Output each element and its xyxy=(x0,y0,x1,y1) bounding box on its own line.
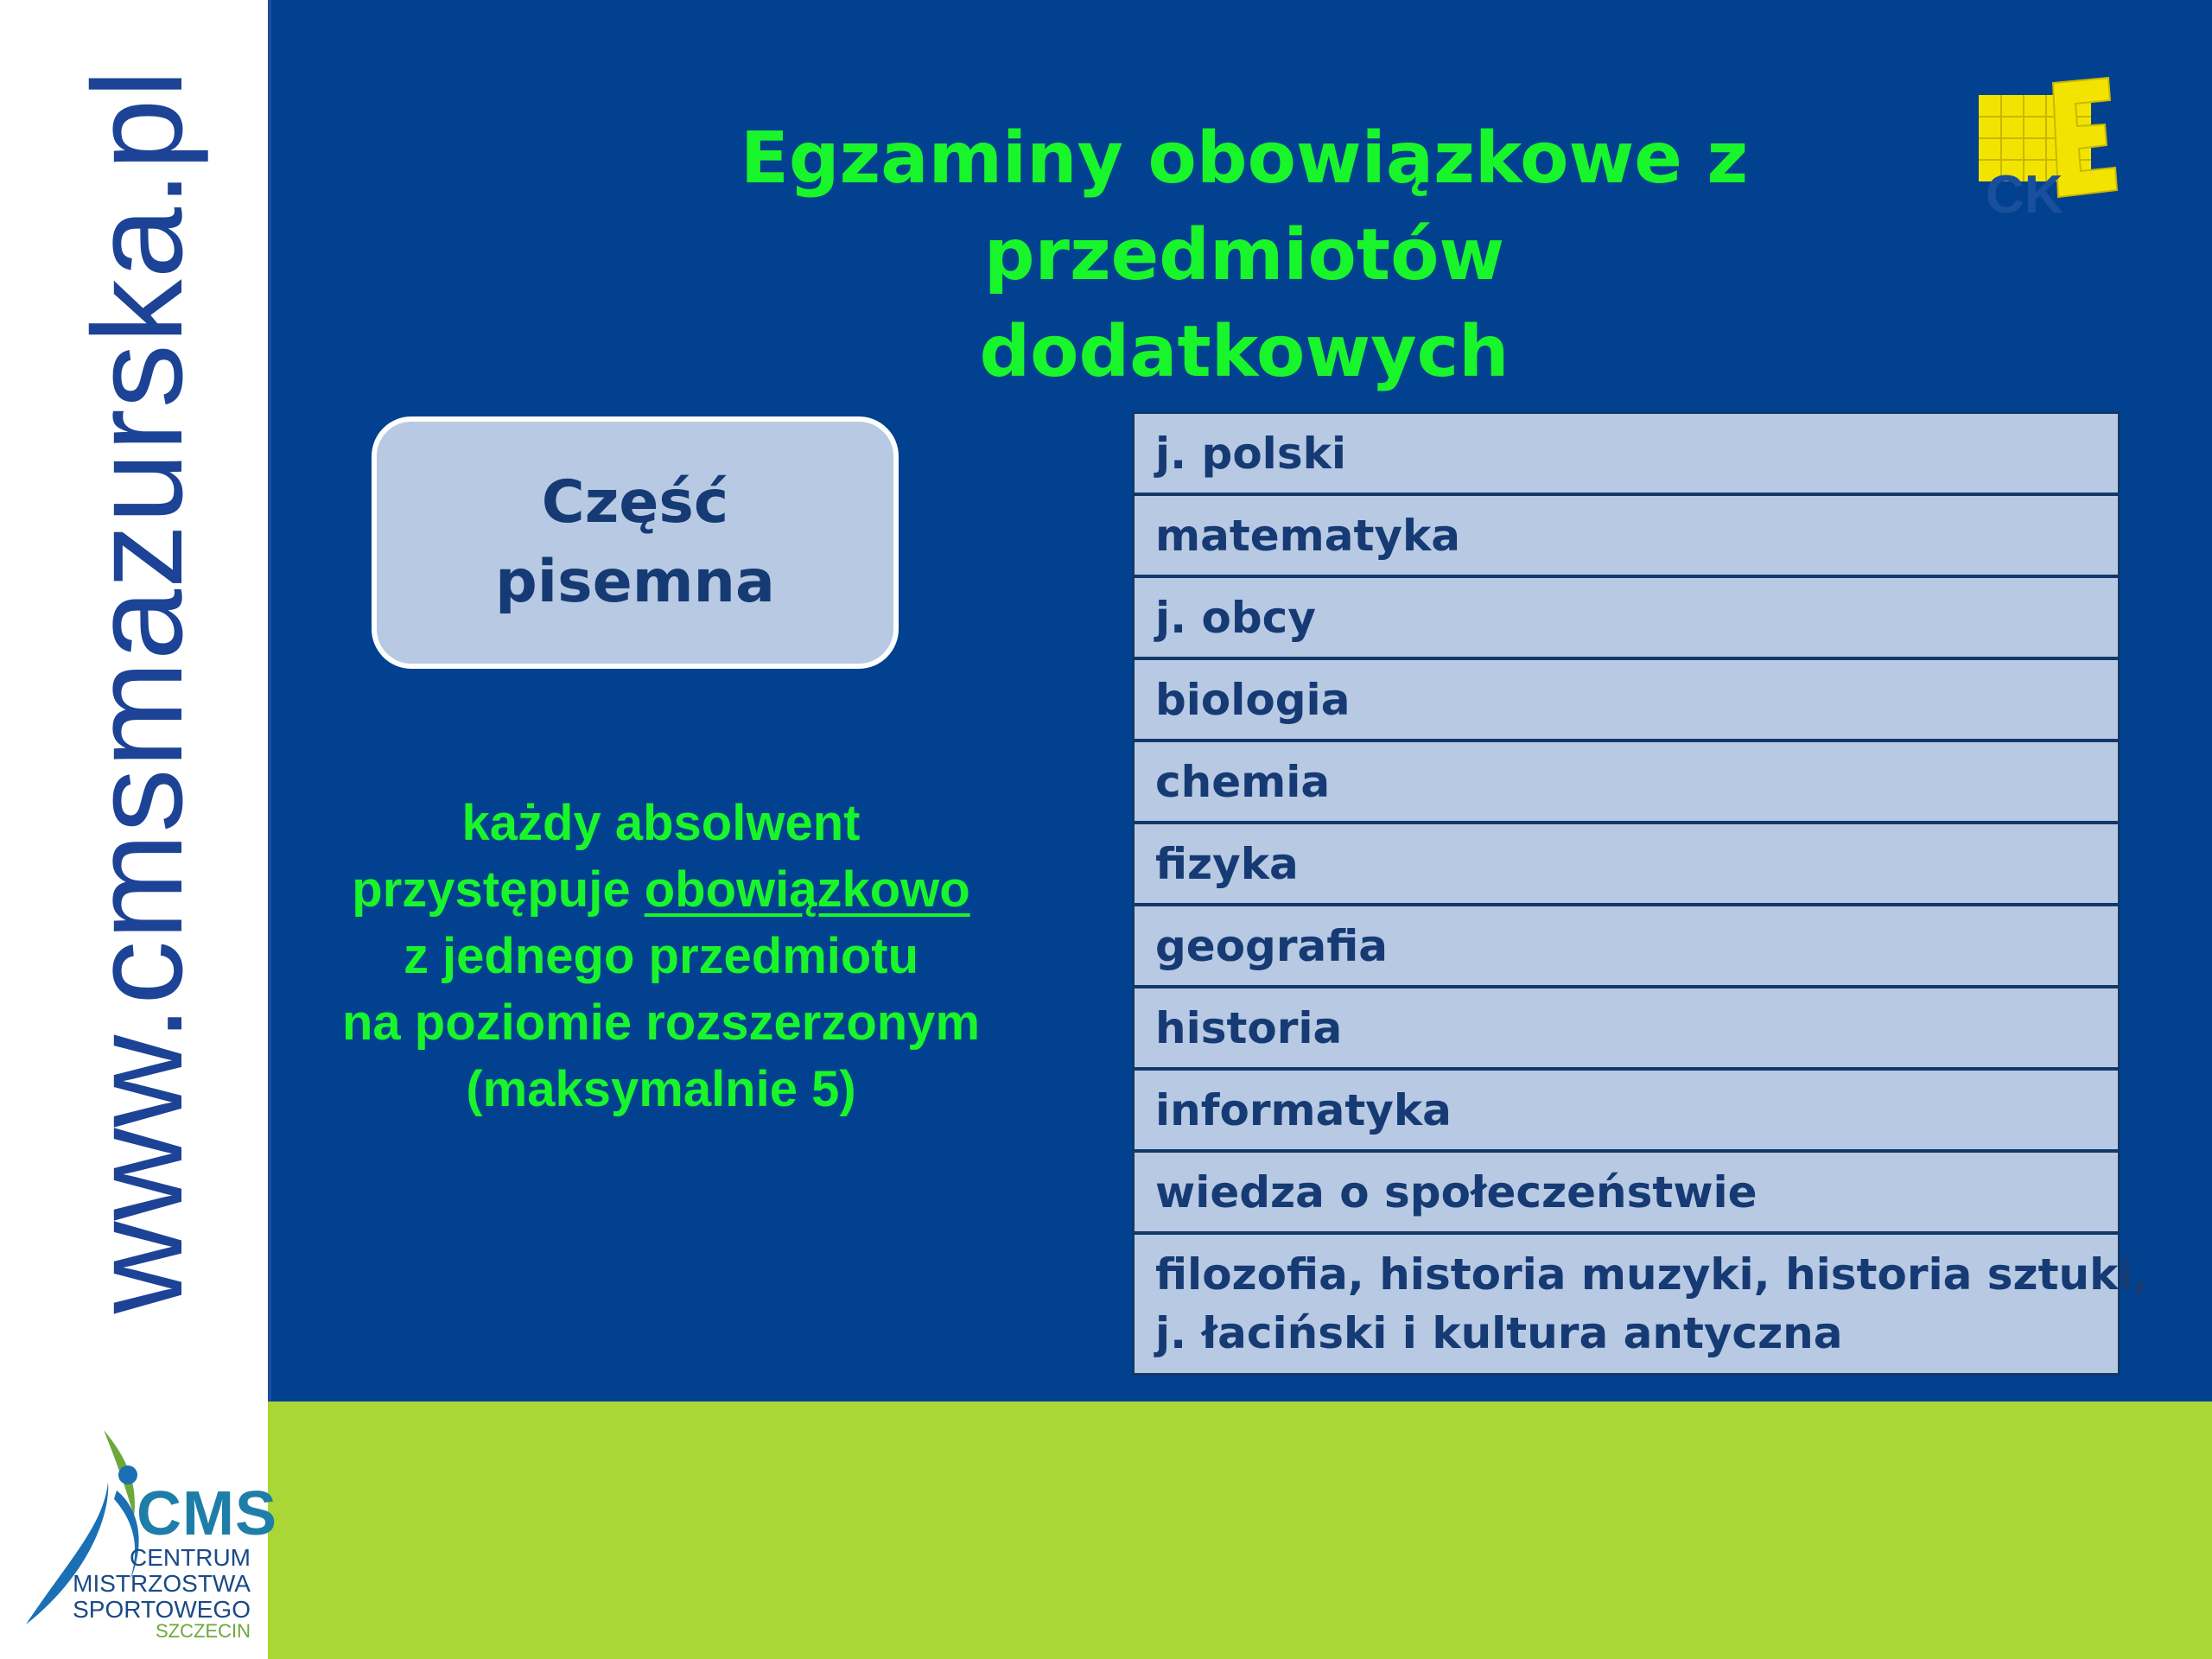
slide-title xyxy=(484,111,2005,401)
cms-logo-abbr: CMS xyxy=(137,1479,277,1548)
info-line-2 xyxy=(285,856,1037,923)
footer-band xyxy=(268,1402,2212,1659)
info-line-4: na poziomie rozszerzonym xyxy=(341,995,981,1051)
subject-item: biologia xyxy=(1135,660,2118,742)
subject-item: wiedza o społeczeństwie xyxy=(1135,1153,2118,1235)
website-url: www.cmsmazurska.pl xyxy=(67,68,209,1314)
sidebar xyxy=(0,0,268,1659)
title-line-2: dodatkowych xyxy=(979,311,1510,393)
subject-item: fizyka xyxy=(1135,824,2118,906)
subject-multi-line-2: j. łaciński i kultura antyczna xyxy=(1155,1308,1843,1358)
part-box-line-2: pisemna xyxy=(495,548,775,616)
subject-list xyxy=(1132,411,2150,1376)
cms-logo-city: SZCZECIN xyxy=(156,1620,251,1642)
part-box-line-1: Część xyxy=(541,468,729,537)
subject-item: historia xyxy=(1135,988,2118,1071)
info-line-1: każdy absolwent xyxy=(461,795,861,851)
subject-item: chemia xyxy=(1135,742,2118,824)
cms-logo-line-1: CENTRUM xyxy=(130,1544,251,1571)
subject-multi-line-1: filozofia, historia muzyki, historia sztuki, xyxy=(1155,1249,2150,1300)
info-line-2-prefix: przystępuje xyxy=(352,861,645,918)
cke-logo xyxy=(1970,76,2126,227)
subject-item: j. polski xyxy=(1135,414,2118,496)
title-line-1: Egzaminy obowiązkowe z przedmiotów xyxy=(740,118,1749,296)
subject-item: informatyka xyxy=(1135,1071,2118,1153)
subject-item: geografia xyxy=(1135,906,2118,988)
cms-logo-line-2: MISTRZOSTWA xyxy=(73,1570,251,1597)
written-part-box xyxy=(372,416,899,669)
cms-logo-line-3: SPORTOWEGO xyxy=(73,1596,251,1623)
info-line-3: z jednego przedmiotu xyxy=(403,928,919,984)
cke-logo-text: CK xyxy=(1986,165,2063,225)
info-line-5: (maksymalnie 5) xyxy=(466,1061,856,1117)
subject-item-multi xyxy=(1135,1235,2150,1373)
subject-item: j. obcy xyxy=(1135,578,2118,660)
info-underlined-word: obowiązkowo xyxy=(644,861,970,918)
info-text xyxy=(285,790,1037,1122)
subject-item: matematyka xyxy=(1135,496,2118,578)
